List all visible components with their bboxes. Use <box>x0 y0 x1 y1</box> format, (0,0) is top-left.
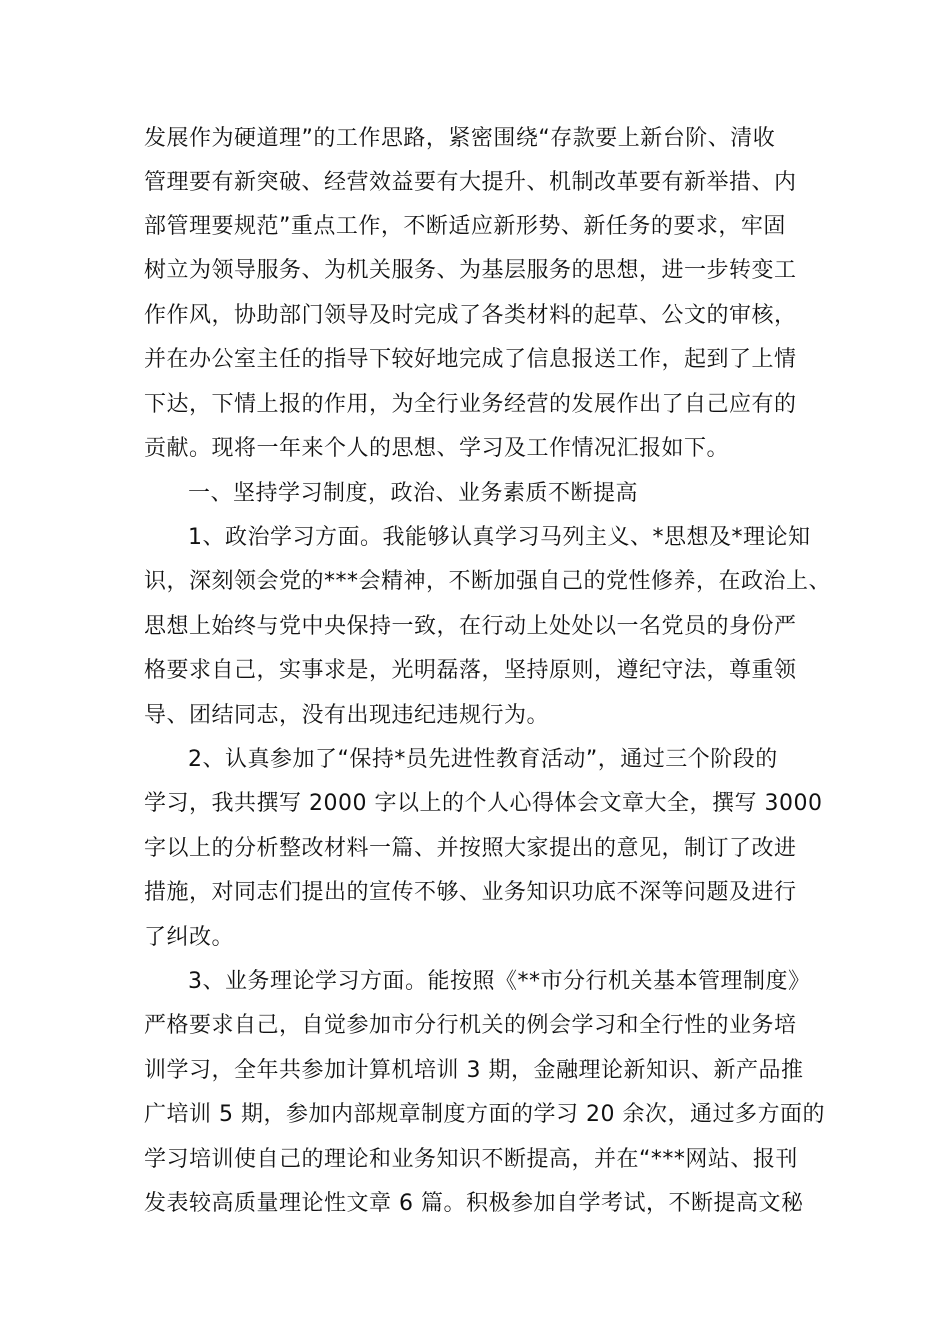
text-line: 1、政治学习方面。我能够认真学习马列主义、*思想及*理论知 <box>188 525 811 550</box>
text-line: 2、认真参加了“保持*员先进性教育活动”，通过三个阶段的 <box>188 747 778 772</box>
text-line: 广培训 5 期，参加内部规章制度方面的学习 20 余次，通过多方面的 <box>144 1102 825 1127</box>
text-line: 作作风，协助部门领导及时完成了各类材料的起草、公文的审核， <box>144 303 797 328</box>
text-line: 贡献。现将一年来个人的思想、学习及工作情况汇报如下。 <box>144 436 730 461</box>
text-line: 识，深刻领会党的***会精神，不断加强自己的党性修养，在政治上、 <box>144 569 832 594</box>
text-line: 部管理要规范”重点工作，不断适应新形势、新任务的要求，牢固 <box>144 214 786 239</box>
text-line: 格要求自己，实事求是，光明磊落，坚持原则，遵纪守法，尊重领 <box>144 658 797 683</box>
text-line: 了纠改。 <box>144 925 235 950</box>
text-line: 管理要有新突破、经营效益要有大提升、机制改革要有新举措、内 <box>144 170 797 195</box>
text-line: 学习培训使自己的理论和业务知识不断提高，并在“***网站、报刊 <box>144 1147 798 1172</box>
text-line: 发展作为硬道理”的工作思路，紧密围绕“存款要上新台阶、清收 <box>144 126 776 151</box>
text-line: 树立为领导服务、为机关服务、为基层服务的思想，进一步转变工 <box>144 258 797 283</box>
text-line: 严格要求自己，自觉参加市分行机关的例会学习和全行性的业务培 <box>144 1013 797 1038</box>
text-line: 3、业务理论学习方面。能按照《**市分行机关基本管理制度》 <box>188 969 811 994</box>
text-line: 措施，对同志们提出的宣传不够、业务知识功底不深等问题及进行 <box>144 880 797 905</box>
text-line: 发表较高质量理论性文章 6 篇。积极参加自学考试，不断提高文秘 <box>144 1191 804 1216</box>
text-line: 导、团结同志，没有出现违纪违规行为。 <box>144 703 550 728</box>
text-line: 下达，下情上报的作用，为全行业务经营的发展作出了自己应有的 <box>144 392 797 417</box>
text-line: 字以上的分析整改材料一篇、并按照大家提出的意见，制订了改进 <box>144 836 797 861</box>
text-line: 学习，我共撰写 2000 字以上的个人心得体会文章大全，撰写 3000 <box>144 791 823 816</box>
text-line: 并在办公室主任的指导下较好地完成了信息报送工作，起到了上情 <box>144 347 797 372</box>
text-line: 思想上始终与党中央保持一致，在行动上处处以一名党员的身份严 <box>144 614 797 639</box>
section-heading: 一、坚持学习制度，政治、业务素质不断提高 <box>188 481 639 506</box>
text-line: 训学习，全年共参加计算机培训 3 期，金融理论新知识、新产品推 <box>144 1058 804 1083</box>
